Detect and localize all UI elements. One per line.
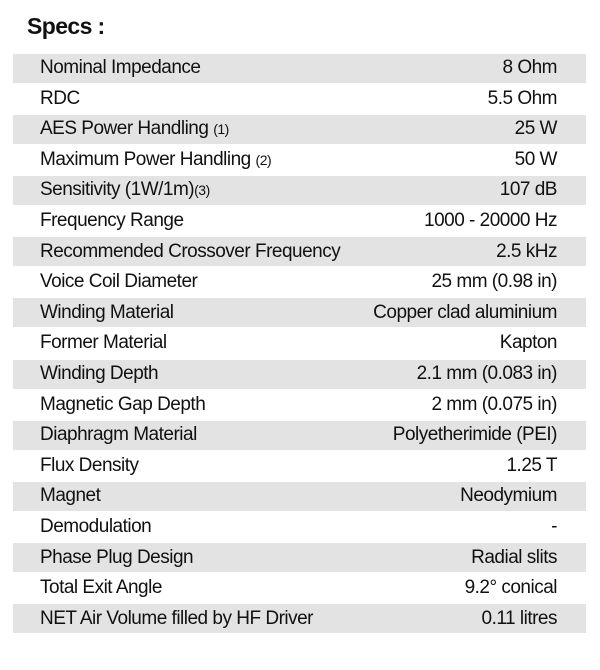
spec-label-text: Diaphragm Material — [40, 424, 197, 446]
spec-value: 2.5 kHz — [496, 240, 557, 262]
table-row — [13, 237, 586, 266]
spec-value: 25 W — [514, 118, 557, 140]
spec-label — [40, 363, 158, 385]
spec-label-text: Flux Density — [40, 454, 139, 476]
spec-label — [40, 332, 167, 354]
spec-label-text: Nominal Impedance — [40, 57, 201, 79]
footnote-ref: (3) — [194, 182, 210, 199]
spec-label — [40, 149, 271, 171]
spec-label — [40, 547, 193, 569]
specs-table — [13, 52, 586, 635]
table-row — [13, 421, 586, 450]
table-row — [13, 115, 586, 144]
spec-label — [40, 57, 200, 79]
table-row — [13, 54, 586, 83]
footnote-ref: (1) — [213, 121, 229, 138]
table-row — [13, 604, 586, 633]
spec-label-text: Former Material — [40, 332, 167, 354]
spec-label — [40, 608, 313, 630]
spec-value: Polyetherimide (PEI) — [392, 424, 557, 446]
spec-value: Copper clad aluminium — [373, 301, 557, 323]
spec-label — [40, 424, 197, 446]
spec-value: 8 Ohm — [502, 57, 557, 79]
spec-label-text: Magnet — [40, 485, 101, 507]
table-row — [13, 482, 586, 511]
spec-label — [40, 241, 340, 263]
table-row — [13, 298, 586, 327]
table-row — [13, 84, 586, 113]
spec-label-text: Maximum Power Handling — [40, 148, 256, 170]
spec-label-text: Voice Coil Diameter — [40, 271, 198, 293]
spec-label — [40, 455, 139, 477]
table-row — [13, 451, 586, 480]
spec-value: 1.25 T — [506, 454, 557, 476]
spec-label-text: Frequency Range — [40, 210, 184, 232]
spec-value: 0.11 litres — [481, 607, 557, 629]
spec-value: - — [551, 516, 557, 537]
spec-label — [40, 210, 184, 232]
spec-label — [40, 394, 205, 416]
spec-label — [40, 485, 100, 507]
spec-label — [40, 577, 162, 599]
table-row — [13, 513, 586, 542]
spec-label-text: Sensitivity (1W/1m) — [40, 179, 195, 201]
spec-label-text: Demodulation — [40, 516, 152, 537]
spec-label — [40, 179, 210, 201]
spec-value: 25 mm (0.98 in) — [431, 271, 557, 293]
spec-value: 2 mm (0.075 in) — [431, 393, 557, 415]
spec-label-text: Phase Plug Design — [40, 546, 194, 568]
table-row — [13, 360, 586, 389]
spec-value: 2.1 mm (0.083 in) — [416, 363, 557, 385]
spec-label-text: Magnetic Gap Depth — [40, 393, 206, 415]
spec-value: 9.2° conical — [464, 577, 557, 599]
spec-label-text: Recommended Crossover Frequency — [40, 240, 341, 262]
spec-label-text: RDC — [40, 87, 80, 109]
table-row — [13, 574, 586, 603]
spec-label — [40, 302, 174, 324]
spec-label — [40, 271, 197, 293]
spec-label-text: Total Exit Angle — [40, 577, 162, 599]
table-row — [13, 390, 586, 419]
spec-value: Radial slits — [471, 546, 557, 568]
spec-value: 107 dB — [499, 179, 557, 201]
spec-value: Kapton — [499, 332, 557, 354]
spec-value: 1000 - 20000 Hz — [424, 210, 557, 232]
page-title: Specs : — [27, 13, 105, 39]
spec-label — [40, 118, 229, 140]
footnote-ref: (2) — [255, 151, 272, 168]
spec-label — [40, 516, 151, 538]
spec-label-text: NET Air Volume filled by HF Driver — [40, 607, 314, 629]
spec-label-text: AES Power Handling — [40, 118, 214, 140]
spec-label-text: Winding Material — [40, 301, 174, 323]
table-row — [13, 268, 586, 297]
table-row — [13, 176, 586, 205]
spec-label-text: Winding Depth — [40, 363, 159, 385]
table-row — [13, 543, 586, 572]
spec-label — [40, 88, 80, 110]
table-row — [13, 329, 586, 358]
spec-value: 5.5 Ohm — [487, 87, 557, 109]
spec-value: Neodymium — [460, 485, 557, 507]
table-row — [13, 145, 586, 174]
table-row — [13, 207, 586, 236]
spec-value: 50 W — [514, 148, 557, 170]
